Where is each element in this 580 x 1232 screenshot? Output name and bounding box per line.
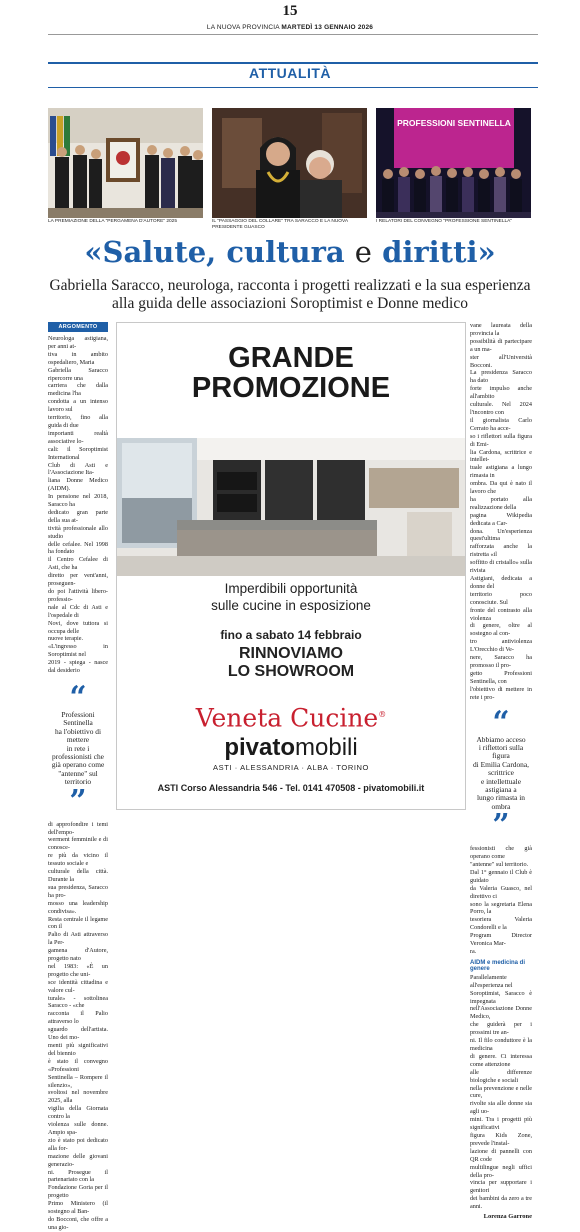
text-line: multilingue negli uffici della pro- bbox=[470, 1163, 532, 1179]
subheadline-line: alla guida delle associazioni Soroptimist e Donne medico bbox=[112, 295, 468, 312]
text-line: gamena d'Autore, progetto nato bbox=[48, 947, 108, 963]
text-line: In pensione nel 2018, Saracco ha bbox=[48, 493, 108, 509]
text-line: dona. Un'esperienza quest'ultima bbox=[470, 527, 532, 543]
text-line: fronte del contrasto alla violenza bbox=[470, 606, 532, 622]
article-text bbox=[48, 335, 108, 675]
advertisement bbox=[116, 322, 466, 810]
text-line: Astigiani, dedicata a donne del bbox=[470, 575, 532, 590]
photo-caption: I RELATORI DEL CONVEGNO "PROFESSIONE SENTINELLA" bbox=[376, 219, 513, 224]
text-line: sguardo dell'artista. Uno dei mo- bbox=[48, 1026, 108, 1042]
text-line: Professioni Sentinella bbox=[61, 709, 95, 728]
article-text bbox=[470, 322, 532, 702]
text-line: menti più significativi del biennio bbox=[48, 1042, 108, 1057]
text-line: nell'Associazione Donne Medico, bbox=[470, 1005, 532, 1021]
topic-tag: ARGOMENTO bbox=[48, 322, 108, 332]
quote-close-icon: ” bbox=[492, 808, 510, 844]
text-line: ster all'Università Bocconi. bbox=[470, 353, 532, 369]
text-line: werment femminile e di conosce- bbox=[48, 836, 108, 852]
screen-title: PROFESSIONI SENTINELLA bbox=[397, 118, 511, 128]
text-line: territorio poco conosciute. Sul bbox=[470, 590, 532, 606]
text-line: getto Professioni Sentinella, con bbox=[470, 669, 532, 685]
text-line: «L'ingresso in Soroptimist nel bbox=[48, 643, 108, 659]
text-line: già operano come bbox=[51, 760, 105, 770]
ad-address-city: ASTI bbox=[157, 783, 179, 793]
text-line: rivolte sia alle donne sia agli uo- bbox=[470, 1100, 532, 1116]
text-line: ni. Prosegue il partenariato con la bbox=[48, 1168, 108, 1184]
ad-title-line: GRANDE bbox=[228, 342, 354, 374]
photo-caption: LA PREMIAZIONE DELLA "PERGAMENA D'AUTORE" 2025 bbox=[48, 219, 177, 224]
section-rule-bottom bbox=[48, 87, 538, 88]
text-line: figura Kids Zone, prevede l'instal- bbox=[470, 1131, 532, 1147]
quote-open-icon: “ bbox=[492, 704, 510, 740]
text-line: diretto per vent'anni, proseguen- bbox=[48, 572, 108, 588]
text-line: Primo Ministero (il sostegno al Ban- bbox=[48, 1200, 108, 1216]
ad-renew-line: RINNOVIAMO bbox=[239, 645, 343, 662]
text-line: violenza sulle donne. Ampio spa- bbox=[48, 1121, 108, 1136]
ad-until-date: fino a sabato 14 febbraio bbox=[220, 628, 362, 642]
text-line: lungo rimasta in ombra bbox=[476, 793, 526, 811]
text-line: vigilia della Giornata contro la bbox=[48, 1105, 108, 1121]
text-line: mini. Tra i progetti più significativi bbox=[470, 1116, 532, 1132]
kitchen-photo bbox=[117, 438, 465, 576]
text-line: vincia per supportare i genitori bbox=[470, 1179, 532, 1195]
text-line: liana Donne Medico (AIDM). bbox=[48, 477, 108, 493]
ad-renew-line: LO SHOWROOM bbox=[227, 663, 355, 680]
ad-tagline: Imperdibili opportunità bbox=[224, 581, 358, 596]
headline-part-1: Salute, cultura bbox=[102, 235, 345, 269]
text-line: Club di Asti e l'Associazione Ita- bbox=[48, 461, 108, 477]
quote-close-icon: ” bbox=[69, 783, 87, 819]
text-line: re più da vicino il tessuto sociale e bbox=[48, 852, 108, 868]
ad-cities: ASTI · ALESSANDRIA · ALBA · TORINO bbox=[212, 763, 369, 772]
text-line: tesoriera Valeria Condorelli e la bbox=[470, 916, 532, 932]
text-line: che guiderà per i prossimi tre an- bbox=[470, 1021, 532, 1037]
headline-part-2: diritti bbox=[382, 235, 478, 269]
text-line: e intellettuale astigiana a bbox=[480, 776, 521, 794]
newspaper-name: LA NUOVA PROVINCIA bbox=[206, 24, 280, 31]
text-line: pagina Wikipedia dedicata a Car- bbox=[470, 511, 532, 527]
section-title: ATTUALITÀ bbox=[249, 65, 331, 81]
text-line: di genere. Ci interessa come attenzione bbox=[470, 1052, 532, 1068]
text-line: dedicato gran parte della sua at- bbox=[48, 508, 108, 524]
section-rule-top bbox=[48, 62, 538, 64]
text-line: importanti realtà associative lo- bbox=[48, 429, 108, 445]
dateline bbox=[0, 24, 580, 31]
section-subhead: AIDM e medicina di genere bbox=[470, 959, 526, 972]
subheadline bbox=[40, 277, 540, 313]
text-line: sce identità cittadina e valore cul- bbox=[48, 978, 108, 994]
header-rule bbox=[48, 34, 538, 35]
text-line: Dal 1° gennaio il Club è guidato bbox=[470, 868, 532, 884]
text-line: Resta centrale il legame con il bbox=[48, 915, 108, 931]
text-line: sua presidenza, Saracco ha pro- bbox=[48, 883, 108, 899]
text-line: dei bambini da zero a tre anni. bbox=[470, 1195, 532, 1211]
text-line: tiva in ambito ospedaliero, Maria bbox=[48, 350, 108, 366]
text-line: ha portato alla realizzazione della bbox=[470, 495, 532, 511]
page-number: 15 bbox=[282, 3, 298, 19]
text-line: tuale astigiana a lungo rimasta in bbox=[470, 464, 532, 480]
text-line: forte impulso anche all'ambito bbox=[470, 385, 532, 401]
text-line: mazione delle giovani generazio- bbox=[48, 1152, 108, 1168]
photo-caption: IL "PASSAGGIO DEL COLLARE" TRA SARACCO E LA NUOVA PRESIDENTE GUASCO bbox=[212, 219, 348, 230]
photo-conference-speakers bbox=[376, 108, 531, 218]
ad-brand-logo bbox=[117, 701, 465, 732]
text-line: Sentinella – Rompere il silenzio», bbox=[48, 1073, 108, 1089]
text-line: Palio di Asti attraverso la Per- bbox=[48, 931, 108, 947]
text-line: 2019 - spiega - nasce dal desiderio bbox=[48, 659, 108, 675]
text-line: nere, Saracco ha promosso il pro- bbox=[470, 654, 532, 669]
text-line: turale» - sottolinea Saracco - «che bbox=[48, 994, 108, 1010]
text-line: rafforzata anche la ristretta «il bbox=[470, 543, 532, 559]
text-line: "antenne" sul territorio. bbox=[470, 860, 529, 868]
text-line: so i riflettori sulla figura di Emi- bbox=[470, 432, 532, 448]
text-line: Fondazione Goria per il progetto bbox=[48, 1184, 108, 1200]
text-line: Gabriella Saracco ripercorre una bbox=[48, 366, 108, 382]
headline bbox=[0, 232, 580, 272]
right-column bbox=[470, 322, 532, 1220]
text-line: ha l'obiettivo di mettere bbox=[54, 726, 102, 745]
pull-quote bbox=[48, 711, 108, 787]
ad-store-name-light: mobili bbox=[295, 734, 358, 761]
text-line: culturale. Nel 2024 l'incontro con bbox=[470, 401, 532, 416]
subheadline-line: Gabriella Saracco, neurologa, racconta i progetti realizzati e la sua esperienza bbox=[49, 277, 531, 294]
issue-date: MARTEDÌ 13 GENNAIO 2026 bbox=[281, 24, 374, 31]
text-line: racconta il Palio attraverso lo bbox=[48, 1010, 108, 1026]
ad-store-name-bold: pivato bbox=[224, 734, 295, 761]
text-line: nuove terapie. bbox=[48, 635, 84, 643]
ad-store-logo bbox=[117, 735, 465, 761]
text-line: La presidenza Saracco ha dato bbox=[470, 369, 532, 385]
text-line: ra. bbox=[470, 947, 477, 955]
text-line: di approfondire i temi dell'empo- bbox=[48, 820, 108, 836]
text-line: do poi l'attività libero-professio- bbox=[48, 588, 108, 603]
text-line: di Emilia Cardona, scrittrice bbox=[472, 759, 530, 778]
ad-brand-name: Veneta Cucine bbox=[195, 703, 379, 733]
photo-award-ceremony bbox=[48, 108, 203, 218]
article-text bbox=[470, 974, 532, 1211]
text-line: cali: il Soroptimist International bbox=[48, 445, 108, 461]
text-line: tività professionale allo studio bbox=[48, 524, 108, 540]
text-line: fessionisti che già operano come bbox=[470, 845, 532, 861]
text-line: l'obiettivo di mettere in rete i pro- bbox=[470, 685, 532, 701]
text-line: nel 1983: «È un progetto che uni- bbox=[48, 962, 108, 978]
text-line: lia Cardona, scrittrice e intellet- bbox=[470, 448, 532, 464]
text-line: soffitto di cristallo» sulla rivista bbox=[470, 559, 532, 575]
text-line: possibilità di partecipare a un ma- bbox=[470, 337, 532, 353]
text-line: Soroptimist, Saracco è impegnata bbox=[470, 989, 532, 1005]
text-line: culturale della città. Durante la bbox=[48, 868, 108, 883]
text-line: sono la segretaria Elena Porro, la bbox=[470, 900, 532, 916]
text-line: Neurologa astigiana, per anni at- bbox=[48, 335, 108, 350]
text-line: do Bocconi, che offre a una gio- bbox=[48, 1215, 108, 1231]
text-line: nale al Cdc di Asti e l'ospedale di bbox=[48, 603, 108, 619]
text-line: il Centro Cefalee di Asti, che ha bbox=[48, 556, 108, 572]
text-line: ombra. Da qui è nato il lavoro che bbox=[470, 480, 532, 496]
pull-quote bbox=[470, 736, 532, 812]
text-line: Abbiamo acceso bbox=[476, 734, 526, 744]
text-line: svoltosi nel novembre 2025, alla bbox=[48, 1089, 108, 1105]
author-byline: Lorenza Garrone bbox=[483, 1213, 532, 1221]
headline-connector: e bbox=[354, 235, 372, 269]
text-line: Novi, dove tuttora si occupa delle bbox=[48, 619, 108, 635]
article-text bbox=[470, 845, 532, 956]
text-line: lazione di pannelli con QR code bbox=[470, 1147, 532, 1163]
quote-open-icon: “ bbox=[69, 679, 87, 715]
text-line: carriera che dalla medicina l'ha bbox=[48, 382, 108, 398]
text-line: vane laureata della provincia la bbox=[470, 322, 532, 337]
ad-address-line bbox=[117, 783, 465, 794]
text-line: è stato il convegno «Professioni bbox=[48, 1057, 108, 1073]
text-line: Program Director Veronica Mar- bbox=[470, 932, 532, 948]
text-line: da Valeria Guasco, nel direttivo ci bbox=[470, 884, 532, 900]
text-line: tro antiviolenza L'Orecchio di Ve- bbox=[470, 638, 532, 654]
text-line: Parallelamente all'esperienza nel bbox=[470, 973, 513, 989]
headline-open-quote: « bbox=[84, 235, 103, 269]
text-line: in rete i professionisti che bbox=[52, 743, 104, 761]
text-line: mosso una leadership condivisa». bbox=[48, 899, 108, 915]
photo-collar-handover bbox=[212, 108, 367, 218]
article-text bbox=[48, 821, 108, 1232]
text-line: i riflettori sulla figura bbox=[478, 742, 524, 761]
text-line: territorio, fino alla guida di due bbox=[48, 414, 108, 429]
text-line: nella prevenzione e nelle cure, bbox=[470, 1084, 532, 1100]
ad-title-line: PROMOZIONE bbox=[191, 372, 391, 404]
text-line: "antenne" sul territorio bbox=[58, 768, 98, 787]
ad-tagline: sulle cucine in esposizione bbox=[211, 598, 371, 613]
text-line: alle differenze biologiche e sociali bbox=[470, 1068, 532, 1084]
text-line: condotta a un intenso lavoro sul bbox=[48, 398, 108, 414]
text-line: zio è stato poi dedicato alla for- bbox=[48, 1136, 108, 1152]
ad-registered-mark: ® bbox=[378, 710, 387, 719]
left-column bbox=[48, 322, 108, 1232]
text-line: di genere, oltre al sostegno al con- bbox=[470, 622, 532, 638]
text-line: il giornalista Carlo Cerrato ha acce- bbox=[470, 416, 532, 432]
text-line: ni. Il filo conduttore è la medicina bbox=[470, 1037, 532, 1052]
ad-address: Corso Alessandria 546 - Tel. 0141 470508 - pivatomobili.it bbox=[180, 783, 425, 793]
text-line: delle cefalee. Nel 1998 ha fondato bbox=[48, 540, 108, 556]
headline-close-quote: » bbox=[477, 235, 496, 269]
